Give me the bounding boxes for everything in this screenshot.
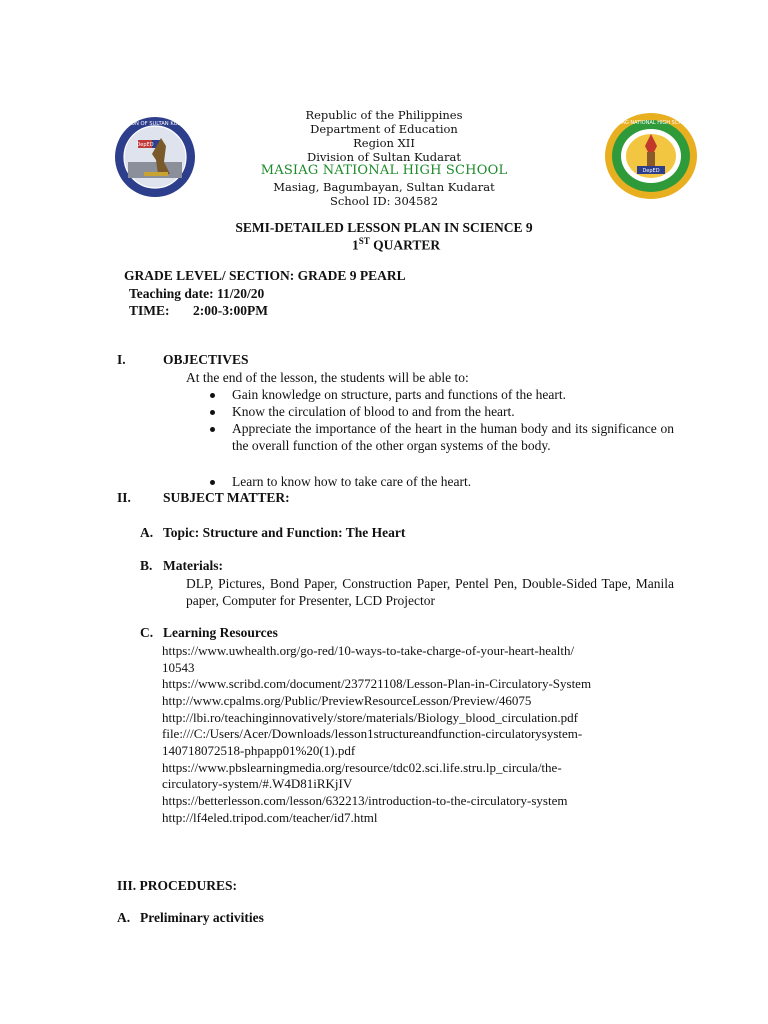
- school-seal-logo: [604, 112, 698, 200]
- svg-text:MASIAG NATIONAL HIGH SCHOOL: MASIAG NATIONAL HIGH SCHOOL: [609, 120, 693, 126]
- school-id: School ID: 304582: [329, 194, 439, 208]
- header-division: Division of Sultan Kudarat: [307, 150, 461, 164]
- header-republic: Republic of the Philippines: [305, 108, 463, 122]
- lesson-plan-title: SEMI-DETAILED LESSON PLAN IN SCIENCE 9: [235, 220, 533, 235]
- resource-link[interactable]: http://lf4eled.tripod.com/teacher/id7.html: [162, 810, 378, 825]
- objective-item: Learn to know how to take care of the heart.: [232, 474, 472, 489]
- seal-lettering: DIVISION OF SULTAN KUDARAT: [115, 121, 195, 127]
- procedures-a-letter: A.: [117, 910, 131, 925]
- materials-letter: B.: [140, 558, 153, 573]
- time-value: 2:00-3:00PM: [193, 303, 268, 318]
- materials-list: DLP, Pictures, Bond Paper, Construction Paper, Pentel Pen, Double-Sided Tape, Manila paper, Computer for Presenter, LCD Projector: [186, 576, 674, 608]
- bullet-icon: [210, 410, 215, 415]
- section-numeral-2: II.: [117, 490, 131, 505]
- materials-heading: Materials:: [163, 558, 223, 573]
- time-label: TIME:: [129, 303, 170, 318]
- procedures-heading: III. PROCEDURES:: [117, 878, 238, 893]
- svg-text:DepED: DepED: [642, 168, 660, 174]
- grade-level-section: GRADE LEVEL/ SECTION: GRADE 9 PEARL: [124, 268, 406, 283]
- objectives-intro: At the end of the lesson, the students will be able to:: [186, 370, 469, 385]
- bullet-icon: [210, 427, 215, 432]
- resources-heading: Learning Resources: [163, 625, 278, 640]
- resource-link[interactable]: http://lbi.ro/teachinginnovatively/store/materials/Biology_blood_circulation.pdf: [162, 710, 578, 725]
- resource-link[interactable]: https://www.pbslearningmedia.org/resource/tdc02.sci.life.stru.lp_circula/the-: [162, 760, 562, 775]
- subject-matter-heading: SUBJECT MATTER:: [163, 490, 290, 505]
- topic-letter: A.: [140, 525, 154, 540]
- resource-link[interactable]: https://www.scribd.com/document/237721108/Lesson-Plan-in-Circulatory-System: [162, 676, 592, 691]
- resource-link[interactable]: http://www.cpalms.org/Public/PreviewResourceLesson/Preview/46075: [162, 693, 532, 708]
- topic: Topic: Structure and Function: The Heart: [163, 525, 406, 540]
- header-department: Department of Education: [310, 122, 458, 136]
- school-name: MASIAG NATIONAL HIGH SCHOOL: [260, 163, 508, 178]
- quarter-heading: 1ST QUARTER: [352, 236, 441, 253]
- resource-link[interactable]: file:///C:/Users/Acer/Downloads/lesson1structureandfunction-circulatorysystem-: [162, 726, 583, 741]
- svg-text:DepED: DepED: [136, 142, 154, 148]
- resource-link[interactable]: https://www.uwhealth.org/go-red/10-ways-to-take-charge-of-your-heart-health/: [162, 643, 575, 658]
- school-address: Masiag, Bagumbayan, Sultan Kudarat: [273, 180, 495, 194]
- resource-link[interactable]: 10543: [162, 660, 195, 675]
- resources-letter: C.: [140, 625, 154, 640]
- resource-link[interactable]: circulatory-system/#.W4D81iRKjIV: [162, 776, 353, 791]
- division-seal-logo: [114, 116, 196, 198]
- section-numeral-1: I.: [117, 352, 126, 367]
- objective-item: Know the circulation of blood to and from the heart.: [232, 404, 515, 419]
- objective-item: Gain knowledge on structure, parts and functions of the heart.: [232, 387, 567, 402]
- bullet-icon: [210, 393, 215, 398]
- preliminary-activities: Preliminary activities: [140, 910, 264, 925]
- objectives-heading: OBJECTIVES: [163, 352, 249, 367]
- bullet-icon: [210, 480, 215, 485]
- teaching-date: Teaching date: 11/20/20: [129, 286, 265, 301]
- objective-item: Appreciate the importance of the heart in the human body and its significance on the overall function of the other organ systems of the body.: [232, 421, 674, 453]
- header-region: Region XII: [353, 136, 415, 150]
- resource-link[interactable]: https://betterlesson.com/lesson/632213/introduction-to-the-circulatory-system: [162, 793, 568, 808]
- resource-link[interactable]: 140718072518-phpapp01%20(1).pdf: [162, 743, 356, 758]
